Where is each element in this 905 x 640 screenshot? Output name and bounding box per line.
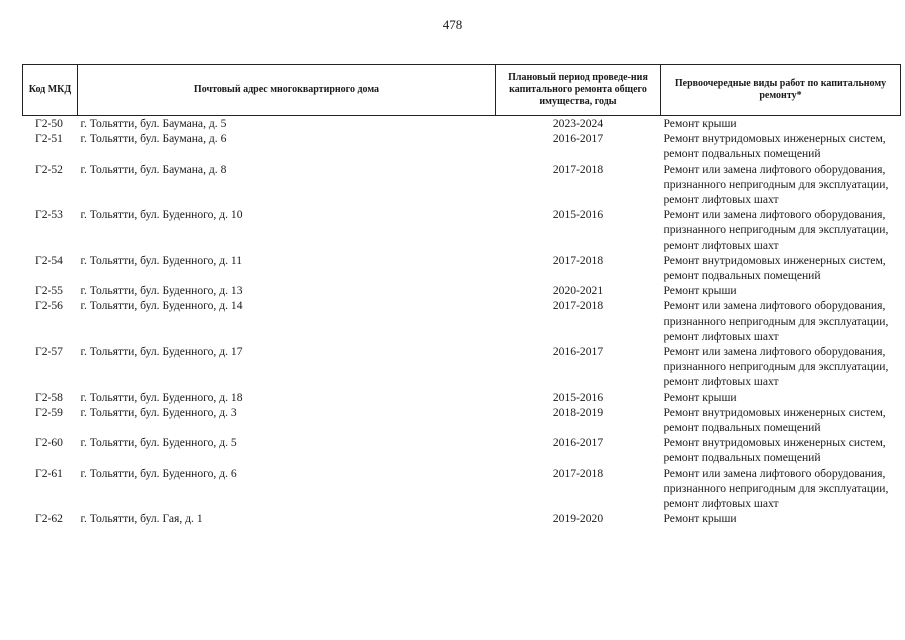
row-address: г. Тольятти, бул. Буденного, д. 3 [80,405,237,419]
row-period: 2016-2017 [552,132,604,146]
row-address: г. Тольятти, бул. Баумана, д. 8 [80,162,227,176]
work-line: признанного непригодным для эксплуатации, [663,223,889,237]
table-row [23,283,901,298]
work-line: ремонт лифтовых шахт [663,329,779,343]
row-address: г. Тольятти, бул. Буденного, д. 14 [80,299,243,313]
table-row [23,511,901,526]
table-row [23,253,901,283]
table-row [23,435,901,465]
row-address: г. Тольятти, бул. Буденного, д. 5 [80,436,237,450]
header-period: Плановый период проведе-ния капитального ремонта общего имущества, годы [496,65,661,116]
header-row [23,65,901,116]
work-line: ремонт лифтовых шахт [663,497,779,511]
row-works [661,344,901,390]
row-period: 2017-2018 [552,299,604,313]
row-code: Г2-60 [35,436,63,450]
row-works [661,405,901,435]
table-row [23,162,901,208]
work-line: Ремонт или замена лифтового оборудования, [663,162,886,176]
work-line: Ремонт внутридомовых инженерных систем, [663,132,886,146]
row-works [661,511,901,526]
capital-repair-table [22,64,901,526]
row-period: 2017-2018 [552,466,604,480]
row-code: Г2-50 [35,117,63,130]
row-address: г. Тольятти, бул. Буденного, д. 6 [80,466,237,480]
work-line: Ремонт или замена лифтового оборудования, [663,466,886,480]
row-period: 2016-2017 [552,345,604,359]
table-row [23,116,901,132]
row-period: 2020-2021 [552,284,604,298]
table-row [23,207,901,253]
work-line: Ремонт или замена лифтового оборудования, [663,345,886,359]
work-line: Ремонт внутридомовых инженерных систем, [663,436,886,450]
row-code: Г2-57 [35,345,63,359]
table-row [23,131,901,161]
row-works [661,253,901,283]
work-line: Ремонт внутридомовых инженерных систем, [663,405,886,419]
work-line: ремонт лифтовых шахт [663,238,779,252]
header-code: Код МКД [23,65,78,116]
table-body [23,116,901,527]
row-works [661,390,901,405]
row-address: г. Тольятти, бул. Буденного, д. 18 [80,390,243,404]
work-line: ремонт подвальных помещений [663,147,821,161]
work-line: Ремонт внутридомовых инженерных систем, [663,253,886,267]
row-code: Г2-62 [35,512,63,526]
row-works [661,116,901,132]
row-address: г. Тольятти, бул. Баумана, д. 5 [80,117,227,130]
table-row [23,298,901,344]
work-line: ремонт лифтовых шахт [663,375,779,389]
row-code: Г2-53 [35,208,63,222]
row-period: 2017-2018 [552,253,604,267]
work-line: ремонт подвальных помещений [663,269,821,283]
row-code: Г2-52 [35,162,63,176]
row-code: Г2-61 [35,466,63,480]
row-code: Г2-51 [35,132,63,146]
row-address: г. Тольятти, бул. Буденного, д. 11 [80,253,243,267]
work-line: признанного непригодным для эксплуатации, [663,481,889,495]
work-line: признанного непригодным для эксплуатации, [663,177,889,191]
row-code: Г2-59 [35,405,63,419]
header-address: Почтовый адрес многоквартирного дома [78,65,496,116]
row-code: Г2-54 [35,253,63,267]
work-line: Ремонт или замена лифтового оборудования, [663,208,886,222]
row-code: Г2-55 [35,284,63,298]
row-works [661,207,901,253]
row-works [661,162,901,208]
row-address: г. Тольятти, бул. Гая, д. 1 [80,512,203,526]
table-row [23,405,901,435]
row-works [661,466,901,512]
work-line: ремонт подвальных помещений [663,421,821,435]
row-period: 2015-2016 [552,390,604,404]
table-row [23,466,901,512]
table-row [23,390,901,405]
row-works [661,435,901,465]
header-works: Первоочередные виды работ по капитальному ремонту* [661,65,901,116]
work-line: Ремонт крыши [663,284,737,298]
row-address: г. Тольятти, бул. Буденного, д. 10 [80,208,243,222]
row-period: 2016-2017 [552,436,604,450]
table-row [23,344,901,390]
work-line: Ремонт крыши [663,512,737,526]
page-number: 478 [442,17,463,32]
row-address: г. Тольятти, бул. Буденного, д. 13 [80,284,243,298]
work-line: признанного непригодным для эксплуатации, [663,360,889,374]
table-header [23,65,901,116]
work-line: ремонт лифтовых шахт [663,193,779,207]
row-period: 2019-2020 [552,512,604,526]
work-line: ремонт подвальных помещений [663,451,821,465]
row-works [661,131,901,161]
work-line: признанного непригодным для эксплуатации, [663,314,889,328]
work-line: Ремонт или замена лифтового оборудования, [663,299,886,313]
row-period: 2015-2016 [552,208,604,222]
row-period: 2017-2018 [552,162,604,176]
work-line: Ремонт крыши [663,117,737,130]
row-works [661,298,901,344]
row-address: г. Тольятти, бул. Буденного, д. 17 [80,345,243,359]
row-works [661,283,901,298]
row-period: 2023-2024 [552,117,604,130]
row-address: г. Тольятти, бул. Баумана, д. 6 [80,132,227,146]
row-code: Г2-56 [35,299,63,313]
work-line: Ремонт крыши [663,390,737,404]
row-period: 2018-2019 [552,405,604,419]
row-code: Г2-58 [35,390,63,404]
